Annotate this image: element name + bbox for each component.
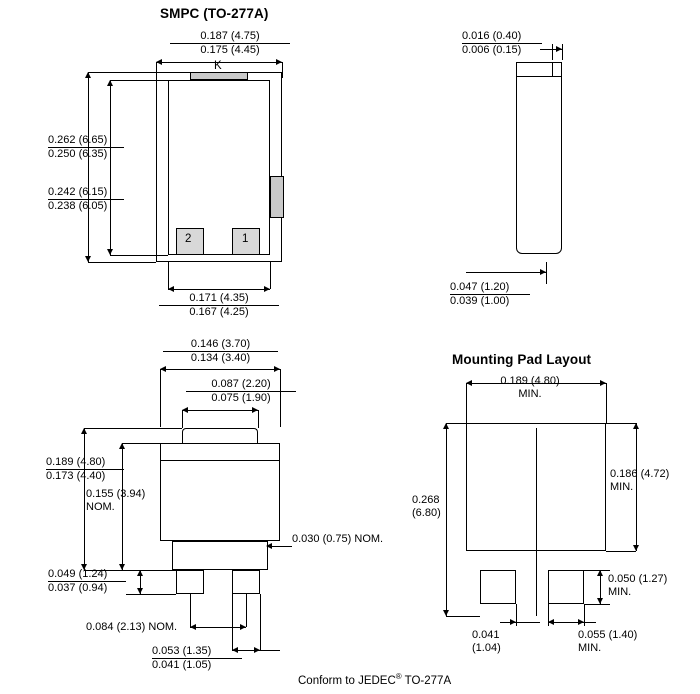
front-foot-pitch-value: 0.084 (2.13) NOM.: [86, 621, 178, 633]
side-thickness-min: 0.006 (0.15): [462, 43, 522, 56]
pad-width-line: [548, 622, 596, 623]
pad-right-height-dimension: [610, 468, 669, 493]
front-nom-height-line: [122, 443, 123, 570]
top-width-dimension: [170, 30, 290, 56]
front-foot-left: [176, 570, 204, 594]
front-left-height-line: [84, 428, 85, 570]
front-foot-width-ext-left: [232, 594, 233, 650]
side-height-min: 0.039 (1.00): [450, 294, 510, 307]
front-foot-height-max: 0.049 (1.24): [48, 568, 126, 582]
side-thickness-ext: [562, 44, 563, 60]
pad-center-line: [536, 428, 537, 616]
side-thickness-ext2: [552, 44, 553, 60]
front-foot-width-dimension: [152, 645, 242, 671]
top-inner-ext-bottom: [110, 255, 168, 256]
side-thickness-dimension: [462, 30, 542, 56]
pad-height-note: MIN.: [608, 585, 632, 598]
top-width-ext-right: [282, 62, 283, 78]
front-foot-height-min: 0.037 (0.94): [48, 581, 108, 594]
pad-width-note: MIN.: [578, 641, 602, 654]
pad-right-ext-bottom: [606, 551, 636, 552]
pad-width-ext-left: [548, 604, 549, 626]
top-inner-height-max: 0.242 (6.15): [48, 186, 124, 200]
front-foot-ext-bottom: [126, 594, 176, 595]
footer-text: Conform to JEDEC: [298, 674, 396, 687]
front-top-width-dimension: [163, 338, 278, 364]
pad-bottom-left: [480, 570, 516, 604]
package-side-step: [517, 76, 561, 77]
pad-right-ext-top: [606, 423, 636, 424]
pad-layout-title: Mounting Pad Layout: [452, 352, 592, 367]
top-bottom-width-min: 0.167 (4.25): [189, 305, 249, 318]
front-foot-width-min: 0.041 (1.05): [152, 658, 212, 671]
pin-label-1: 1: [242, 233, 249, 245]
front-body-step: [160, 460, 280, 461]
pad-left-height-max: 0.268: [412, 494, 440, 506]
front-lead-thickness-value: 0.030 (0.75) NOM.: [292, 533, 384, 545]
top-inner-height-line: [110, 80, 111, 255]
front-foot-pitch-line: [190, 627, 246, 628]
front-top-ext-left: [160, 369, 161, 427]
front-left-ext-top: [84, 428, 182, 429]
pin-label-2: 2: [185, 233, 192, 245]
front-nom-height-note: NOM.: [86, 500, 115, 513]
side-height-dimension: [450, 281, 530, 307]
front-lead-block: [172, 541, 268, 570]
front-foot-width-ext-right: [260, 594, 261, 650]
side-height-ext: [546, 262, 547, 284]
pad-gap-line: [500, 622, 540, 623]
arrow-left-icon: [266, 543, 272, 549]
front-inner-width-line: [182, 410, 258, 411]
front-foot-ext-top: [126, 570, 176, 571]
pad-bottom-right: [548, 570, 584, 604]
front-foot-right: [232, 570, 260, 594]
pad-gap-min: (1.04): [472, 641, 501, 654]
pad-height-ext-bottom: [584, 604, 610, 605]
front-body-main: [160, 443, 280, 541]
front-left-height-max: 0.189 (4.80): [46, 456, 124, 470]
pad-width-dimension: [578, 629, 637, 654]
footer-tail: TO-277A: [401, 674, 452, 687]
pad-right-height-value: 0.186 (4.72): [610, 468, 670, 480]
footer-registered-icon: ®: [395, 672, 402, 681]
front-inner-width-dimension: [186, 378, 296, 404]
top-bottom-width-dimension: [159, 292, 279, 318]
package-outline-side: [516, 62, 562, 254]
top-bottom-ext-left: [168, 262, 169, 289]
pad-left-ext-top: [446, 423, 466, 424]
pad-height-dimension: [608, 573, 667, 598]
pad-gap-max: 0.041: [472, 629, 500, 641]
top-inner-height-min: 0.238 (6.05): [48, 199, 108, 212]
front-nom-height-dimension: [86, 488, 164, 513]
front-body-top: [182, 428, 258, 444]
side-thickness-max: 0.016 (0.40): [462, 30, 542, 44]
top-inner-ext-top: [110, 80, 168, 81]
pad-top-width-line: [466, 383, 606, 384]
pad-height-ext-top: [584, 570, 610, 571]
top-outer-height-max: 0.262 (6.65): [48, 134, 124, 148]
front-foot-pitch-ext-right: [246, 594, 247, 627]
top-bottom-ext-right: [270, 262, 271, 289]
pin-label-k: K: [214, 60, 222, 72]
pad-height-value: 0.050 (1.27): [608, 573, 668, 585]
pad-left-height-dimension: [412, 494, 441, 519]
front-top-width-min: 0.134 (3.40): [190, 351, 251, 364]
pad-width-ext-right: [584, 604, 585, 626]
package-side-lead: [552, 62, 553, 76]
top-inner-height-dimension: [48, 186, 124, 212]
pad-gap-dimension: [472, 629, 501, 654]
top-bottom-width-line: [168, 289, 270, 290]
front-foot-height-dimension: [48, 568, 126, 594]
pad-gap-ext: [516, 604, 517, 626]
pad-top-width-dimension: [450, 375, 610, 400]
pad-top-ext-left: [466, 383, 467, 423]
front-inner-ext-right: [258, 410, 259, 428]
front-foot-pitch-ext-left: [190, 594, 191, 627]
terminal-k: [190, 72, 248, 80]
front-nom-height-value: 0.155 (3.94): [86, 488, 146, 500]
top-outer-ext-top: [88, 72, 156, 73]
front-foot-width-max: 0.053 (1.35): [152, 645, 242, 659]
top-width-min: 0.175 (4.45): [200, 43, 260, 56]
front-left-height-dimension: [46, 456, 124, 482]
pad-right-height-note: MIN.: [610, 480, 634, 493]
front-inner-ext-left: [182, 410, 183, 428]
front-inner-width-min: 0.075 (1.90): [211, 391, 271, 404]
side-height-max: 0.047 (1.20): [450, 281, 530, 295]
top-width-max: 0.187 (4.75): [170, 30, 290, 44]
terminal-side-tab: [270, 176, 284, 218]
pad-top-ext-right: [606, 383, 607, 423]
top-outer-height-min: 0.250 (6.35): [48, 147, 108, 160]
front-nom-ext-top: [122, 443, 160, 444]
footer-note: [298, 672, 451, 687]
front-top-width-line: [160, 369, 280, 370]
pad-top-width-value: 0.189 (4.80): [500, 375, 560, 387]
top-outer-height-dimension: [48, 134, 124, 160]
front-top-width-max: 0.146 (3.70): [163, 338, 278, 352]
pad-width-value: 0.055 (1.40): [578, 629, 638, 641]
page-title: SMPC (TO-277A): [160, 6, 269, 21]
top-outer-height-line: [88, 72, 89, 262]
pad-left-height-min: (6.80): [412, 506, 441, 519]
pad-top-width-note: MIN.: [518, 387, 542, 400]
top-bottom-width-max: 0.171 (4.35): [159, 292, 279, 306]
front-inner-width-max: 0.087 (2.20): [186, 378, 296, 392]
arrow-right-icon: [540, 269, 546, 275]
top-outer-ext-bottom: [88, 262, 156, 263]
pad-left-height-line: [446, 423, 447, 616]
pad-left-ext-bottom: [446, 616, 480, 617]
side-height-line: [466, 272, 546, 273]
front-left-height-min: 0.173 (4.40): [46, 469, 106, 482]
